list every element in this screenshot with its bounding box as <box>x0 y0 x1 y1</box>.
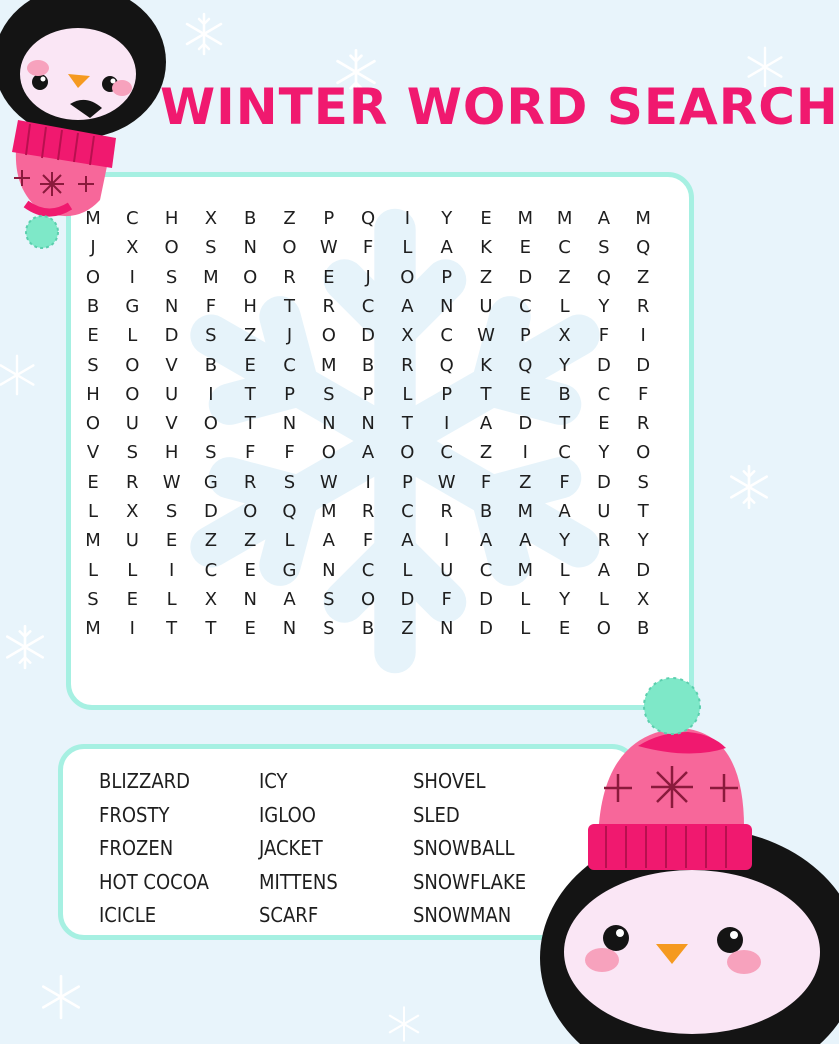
grid-letter[interactable]: B <box>86 295 100 317</box>
grid-letter[interactable]: R <box>401 354 414 376</box>
grid-letter[interactable]: O <box>164 237 179 259</box>
grid-letter[interactable]: O <box>361 588 376 610</box>
grid-letter[interactable]: N <box>243 237 257 259</box>
grid-letter[interactable]: S <box>165 501 178 522</box>
grid-letter[interactable]: H <box>243 295 257 317</box>
grid-letter[interactable]: C <box>361 295 375 317</box>
grid-letter[interactable]: E <box>87 471 99 493</box>
grid-letter[interactable]: F <box>559 471 570 493</box>
grid-letter[interactable]: B <box>244 208 257 229</box>
grid-letter[interactable]: B <box>361 618 375 640</box>
grid-letter[interactable]: O <box>400 266 415 288</box>
grid-letter[interactable]: P <box>441 266 453 288</box>
grid-letter[interactable]: L <box>520 588 531 610</box>
grid-letter[interactable]: C <box>440 442 453 464</box>
grid-letter[interactable]: J <box>90 237 96 259</box>
grid-letter[interactable]: O <box>85 413 101 435</box>
grid-letter[interactable]: Y <box>441 208 453 229</box>
grid-letter[interactable]: M <box>517 501 534 522</box>
grid-letter[interactable]: W <box>319 237 338 259</box>
grid-letter[interactable]: W <box>319 471 338 493</box>
grid-letter[interactable]: Q <box>596 266 611 288</box>
grid-letter[interactable]: R <box>636 413 650 435</box>
grid-letter[interactable]: X <box>401 325 414 347</box>
grid-letter[interactable]: T <box>244 383 256 405</box>
grid-letter[interactable]: Z <box>479 442 493 464</box>
grid-letter[interactable]: N <box>322 413 336 435</box>
grid-letter[interactable]: Z <box>637 266 650 288</box>
grid-letter[interactable]: A <box>440 237 453 259</box>
word-list-item: ICICLE <box>99 903 157 927</box>
grid-letter[interactable]: U <box>125 530 139 552</box>
grid-letter[interactable]: S <box>205 442 217 464</box>
grid-letter[interactable]: C <box>479 559 493 581</box>
grid-letter[interactable]: Y <box>559 530 571 552</box>
grid-letter[interactable]: V <box>165 413 178 435</box>
grid-letter[interactable]: D <box>596 471 611 493</box>
grid-letter[interactable]: R <box>126 471 139 493</box>
word-list-item: ICY <box>259 769 288 793</box>
grid-letter[interactable]: L <box>127 559 138 581</box>
word-list-item: SCARF <box>259 903 319 927</box>
grid-letter[interactable]: U <box>440 559 454 581</box>
grid-letter[interactable]: H <box>164 208 179 229</box>
grid-letter[interactable]: A <box>479 530 493 552</box>
grid-letter[interactable]: O <box>282 237 297 259</box>
grid-letter[interactable]: F <box>638 383 649 405</box>
grid-letter[interactable]: I <box>640 325 646 347</box>
grid-letter[interactable]: N <box>439 295 454 317</box>
grid-letter[interactable]: Z <box>558 266 571 288</box>
grid-letter[interactable]: B <box>361 354 375 376</box>
letter-grid <box>71 177 689 705</box>
grid-letter[interactable]: J <box>365 266 371 288</box>
grid-letter[interactable]: N <box>282 413 297 435</box>
word-list-item: SHOVEL <box>413 769 486 793</box>
grid-letter[interactable]: E <box>519 237 531 259</box>
grid-letter[interactable]: I <box>129 618 135 640</box>
grid-letter[interactable]: C <box>558 237 571 259</box>
grid-letter[interactable]: F <box>205 295 217 317</box>
grid-letter[interactable]: A <box>361 442 375 464</box>
grid-letter[interactable]: E <box>558 618 571 640</box>
grid-letter[interactable]: D <box>479 618 493 640</box>
grid-letter[interactable]: G <box>125 295 140 317</box>
grid-letter[interactable]: T <box>166 618 178 640</box>
grid-letter[interactable]: M <box>203 266 219 288</box>
grid-letter[interactable]: W <box>477 325 495 347</box>
grid-letter[interactable]: R <box>597 530 611 552</box>
grid-letter[interactable]: E <box>165 530 178 552</box>
snowflake-icon <box>0 622 50 672</box>
grid-letter[interactable]: C <box>126 208 139 229</box>
grid-letter[interactable]: L <box>598 588 609 610</box>
grid-letter[interactable]: Y <box>598 295 610 317</box>
grid-letter[interactable]: J <box>286 325 293 347</box>
grid-letter[interactable]: L <box>402 383 413 405</box>
grid-letter[interactable]: G <box>282 559 297 581</box>
grid-letter[interactable]: X <box>637 588 650 610</box>
snowflake-icon <box>180 10 228 58</box>
grid-letter[interactable]: L <box>402 559 413 581</box>
grid-letter[interactable]: S <box>323 618 335 640</box>
grid-letter[interactable]: T <box>284 295 295 317</box>
grid-letter[interactable]: N <box>164 295 179 317</box>
grid-letter[interactable]: C <box>597 383 611 405</box>
grid-letter[interactable]: S <box>637 471 649 493</box>
grid-letter[interactable]: Z <box>519 471 532 493</box>
word-list-item: FROZEN <box>99 836 174 860</box>
grid-letter[interactable]: U <box>125 413 139 435</box>
grid-letter[interactable]: M <box>635 208 651 229</box>
grid-letter[interactable]: D <box>636 559 651 581</box>
grid-letter[interactable]: F <box>245 442 256 464</box>
grid-letter[interactable]: L <box>87 559 99 581</box>
word-list-item: MITTENS <box>259 869 338 894</box>
grid-letter[interactable]: A <box>401 530 414 552</box>
grid-letter[interactable]: Z <box>283 208 296 229</box>
grid-letter[interactable]: T <box>244 413 256 435</box>
grid-letter[interactable]: F <box>480 471 492 493</box>
grid-letter[interactable]: C <box>401 501 414 522</box>
grid-letter[interactable]: D <box>164 325 179 347</box>
grid-letter[interactable]: S <box>323 588 335 610</box>
grid-letter[interactable]: M <box>321 354 337 376</box>
grid-letter[interactable]: M <box>517 559 534 581</box>
grid-letter[interactable]: E <box>87 325 99 347</box>
grid-letter[interactable]: N <box>322 559 336 581</box>
grid-letter[interactable]: A <box>322 530 335 552</box>
grid-letter[interactable]: Y <box>637 530 649 552</box>
grid-letter[interactable]: L <box>559 559 570 581</box>
grid-letter[interactable]: S <box>323 383 335 405</box>
grid-letter[interactable]: H <box>164 442 179 464</box>
grid-letter[interactable]: Y <box>559 588 571 610</box>
grid-letter[interactable]: S <box>126 442 139 464</box>
grid-letter[interactable]: I <box>404 208 411 229</box>
grid-letter[interactable]: B <box>204 354 218 376</box>
penguin-with-hat-bottom-right <box>540 674 768 1024</box>
grid-letter[interactable]: Z <box>479 266 493 288</box>
grid-letter[interactable]: O <box>636 442 651 464</box>
grid-letter[interactable]: O <box>400 442 415 464</box>
grid-letter[interactable]: T <box>480 383 492 405</box>
grid-letter[interactable]: L <box>559 295 570 317</box>
grid-letter[interactable]: N <box>361 413 375 435</box>
grid-letter[interactable]: W <box>437 471 456 493</box>
grid-letter[interactable]: D <box>518 413 533 435</box>
grid-letter[interactable]: I <box>365 471 371 493</box>
grid-letter[interactable]: A <box>519 530 532 552</box>
grid-letter[interactable]: R <box>283 266 296 288</box>
grid-letter[interactable]: X <box>204 208 218 229</box>
snowflake-icon <box>0 352 40 398</box>
word-list-item: SLED <box>413 802 460 827</box>
grid-letter[interactable]: Y <box>559 354 571 376</box>
word-list-item: SNOWBALL <box>413 836 515 860</box>
grid-letter[interactable]: Q <box>439 354 454 376</box>
grid-letter[interactable]: D <box>479 588 493 610</box>
grid-letter[interactable]: L <box>127 325 138 347</box>
grid-letter[interactable]: S <box>205 237 217 259</box>
page-title: WINTER WORD SEARCH <box>160 78 839 136</box>
grid-letter[interactable]: D <box>361 325 376 347</box>
snowflake-icon <box>36 972 86 1022</box>
grid-letter[interactable]: L <box>87 501 99 522</box>
word-list-item: SNOWMAN <box>413 903 512 927</box>
snowflake-icon <box>384 1004 424 1044</box>
grid-letter[interactable]: F <box>362 530 374 552</box>
grid-letter[interactable]: E <box>519 383 531 405</box>
grid-letter[interactable]: O <box>125 383 140 405</box>
grid-letter[interactable]: B <box>558 383 571 405</box>
grid-letter[interactable]: C <box>519 295 532 317</box>
grid-letter[interactable]: R <box>440 501 453 522</box>
grid-letter[interactable]: C <box>283 354 296 376</box>
grid-letter[interactable]: X <box>558 325 571 347</box>
grid-letter[interactable]: D <box>518 266 533 288</box>
grid-letter[interactable]: O <box>596 618 611 640</box>
grid-letter[interactable]: F <box>284 442 295 464</box>
grid-letter[interactable]: A <box>597 208 611 229</box>
grid-letter[interactable]: F <box>441 588 452 610</box>
grid-letter[interactable]: M <box>85 208 101 229</box>
grid-letter[interactable]: Q <box>636 237 651 259</box>
snowflake-icon <box>724 462 774 512</box>
grid-letter[interactable]: C <box>440 325 453 347</box>
grid-letter[interactable]: I <box>444 530 450 552</box>
grid-letter[interactable]: Y <box>598 442 610 464</box>
word-list-item: JACKET <box>259 836 323 860</box>
grid-letter[interactable]: A <box>597 559 611 581</box>
grid-letter[interactable]: L <box>520 618 531 640</box>
grid-letter[interactable]: Z <box>244 530 257 552</box>
grid-letter[interactable]: E <box>244 354 256 376</box>
grid-letter[interactable]: I <box>444 413 450 435</box>
grid-letter[interactable]: N <box>243 588 257 610</box>
grid-letter[interactable]: U <box>165 383 179 405</box>
grid-letter[interactable]: I <box>522 442 528 464</box>
grid-letter[interactable]: L <box>402 237 413 259</box>
grid-letter[interactable]: A <box>283 588 296 610</box>
grid-letter[interactable]: O <box>243 501 258 522</box>
grid-letter[interactable]: Q <box>518 354 533 376</box>
grid-letter[interactable]: E <box>323 266 335 288</box>
grid-letter[interactable]: T <box>637 501 649 522</box>
grid-letter[interactable]: S <box>87 354 99 376</box>
grid-letter[interactable]: A <box>558 501 571 522</box>
grid-letter[interactable]: R <box>243 471 257 493</box>
grid-letter[interactable]: E <box>480 208 492 229</box>
grid-letter[interactable]: D <box>636 354 651 376</box>
grid-letter[interactable]: V <box>86 442 100 464</box>
grid-letter[interactable]: U <box>597 501 611 522</box>
grid-letter[interactable]: H <box>86 383 100 405</box>
word-list-item: BLIZZARD <box>99 769 191 793</box>
grid-letter[interactable]: B <box>479 501 493 522</box>
grid-letter[interactable]: P <box>362 383 374 405</box>
grid-letter[interactable]: D <box>596 354 611 376</box>
word-list-item: FROSTY <box>99 802 170 827</box>
grid-letter[interactable]: S <box>598 237 610 259</box>
grid-letter[interactable]: A <box>479 413 493 435</box>
grid-letter[interactable]: B <box>637 618 650 640</box>
grid-letter[interactable]: W <box>162 471 181 493</box>
grid-letter[interactable]: M <box>85 618 101 640</box>
grid-letter[interactable]: K <box>480 354 492 376</box>
grid-letter[interactable]: R <box>322 295 336 317</box>
grid-letter[interactable]: R <box>636 295 650 317</box>
grid-letter[interactable]: S <box>205 325 217 347</box>
grid-letter[interactable]: C <box>558 442 571 464</box>
grid-letter[interactable]: Z <box>244 325 257 347</box>
grid-letter[interactable]: F <box>598 325 610 347</box>
grid-letter[interactable]: O <box>203 413 218 435</box>
grid-letter[interactable]: P <box>401 471 413 493</box>
grid-letter[interactable]: L <box>284 530 295 552</box>
grid-letter[interactable]: E <box>244 618 256 640</box>
grid-letter[interactable]: G <box>203 471 218 493</box>
grid-letter[interactable]: P <box>519 325 531 347</box>
grid-letter[interactable]: Z <box>401 618 414 640</box>
grid-letter[interactable]: C <box>204 559 218 581</box>
grid-letter[interactable]: A <box>401 295 414 317</box>
grid-letter[interactable]: O <box>321 442 336 464</box>
grid-letter[interactable]: O <box>243 266 258 288</box>
grid-letter[interactable]: F <box>362 237 374 259</box>
grid-letter[interactable]: O <box>85 266 101 288</box>
grid-letter[interactable]: S <box>165 266 178 288</box>
grid-letter[interactable]: R <box>361 501 375 522</box>
grid-letter[interactable]: X <box>204 588 218 610</box>
grid-letter[interactable]: P <box>284 383 295 405</box>
grid-letter[interactable]: N <box>282 618 297 640</box>
grid-letter[interactable]: X <box>126 501 139 522</box>
grid-letter[interactable]: I <box>168 559 175 581</box>
grid-letter[interactable]: C <box>361 559 375 581</box>
grid-letter[interactable]: D <box>400 588 415 610</box>
grid-letter[interactable]: K <box>480 237 492 259</box>
grid-letter[interactable]: T <box>205 618 217 640</box>
grid-letter[interactable]: U <box>479 295 493 317</box>
grid-letter[interactable]: E <box>244 559 256 581</box>
grid-letter[interactable]: M <box>517 208 534 229</box>
grid-letter[interactable]: O <box>125 354 140 376</box>
grid-letter[interactable]: I <box>208 383 214 405</box>
grid-letter[interactable]: X <box>126 237 139 259</box>
grid-letter[interactable]: D <box>203 501 218 522</box>
grid-letter[interactable]: M <box>85 530 101 552</box>
grid-letter[interactable]: I <box>129 266 135 288</box>
grid-letter[interactable]: Q <box>361 208 376 229</box>
grid-letter[interactable]: P <box>441 383 453 405</box>
grid-letter[interactable]: Z <box>204 530 218 552</box>
grid-letter[interactable]: O <box>321 325 336 347</box>
grid-letter[interactable]: M <box>556 208 573 229</box>
grid-letter[interactable]: E <box>126 588 138 610</box>
grid-letter[interactable]: L <box>166 588 177 610</box>
word-list-item: HOT COCOA <box>99 869 209 894</box>
penguin-with-hat-top-left <box>0 0 170 255</box>
grid-letter[interactable]: E <box>598 413 610 435</box>
grid-letter[interactable]: S <box>87 588 99 610</box>
grid-letter[interactable]: N <box>439 618 454 640</box>
grid-letter[interactable]: S <box>283 471 296 493</box>
grid-letter[interactable]: M <box>321 501 337 522</box>
word-list-item: IGLOO <box>259 802 316 827</box>
grid-letter[interactable]: T <box>559 413 571 435</box>
word-list-item: SNOWFLAKE <box>413 869 527 894</box>
grid-letter[interactable]: P <box>323 208 335 229</box>
grid-letter[interactable]: V <box>165 354 178 376</box>
grid-letter[interactable]: Q <box>282 501 297 522</box>
grid-letter[interactable]: T <box>401 413 413 435</box>
